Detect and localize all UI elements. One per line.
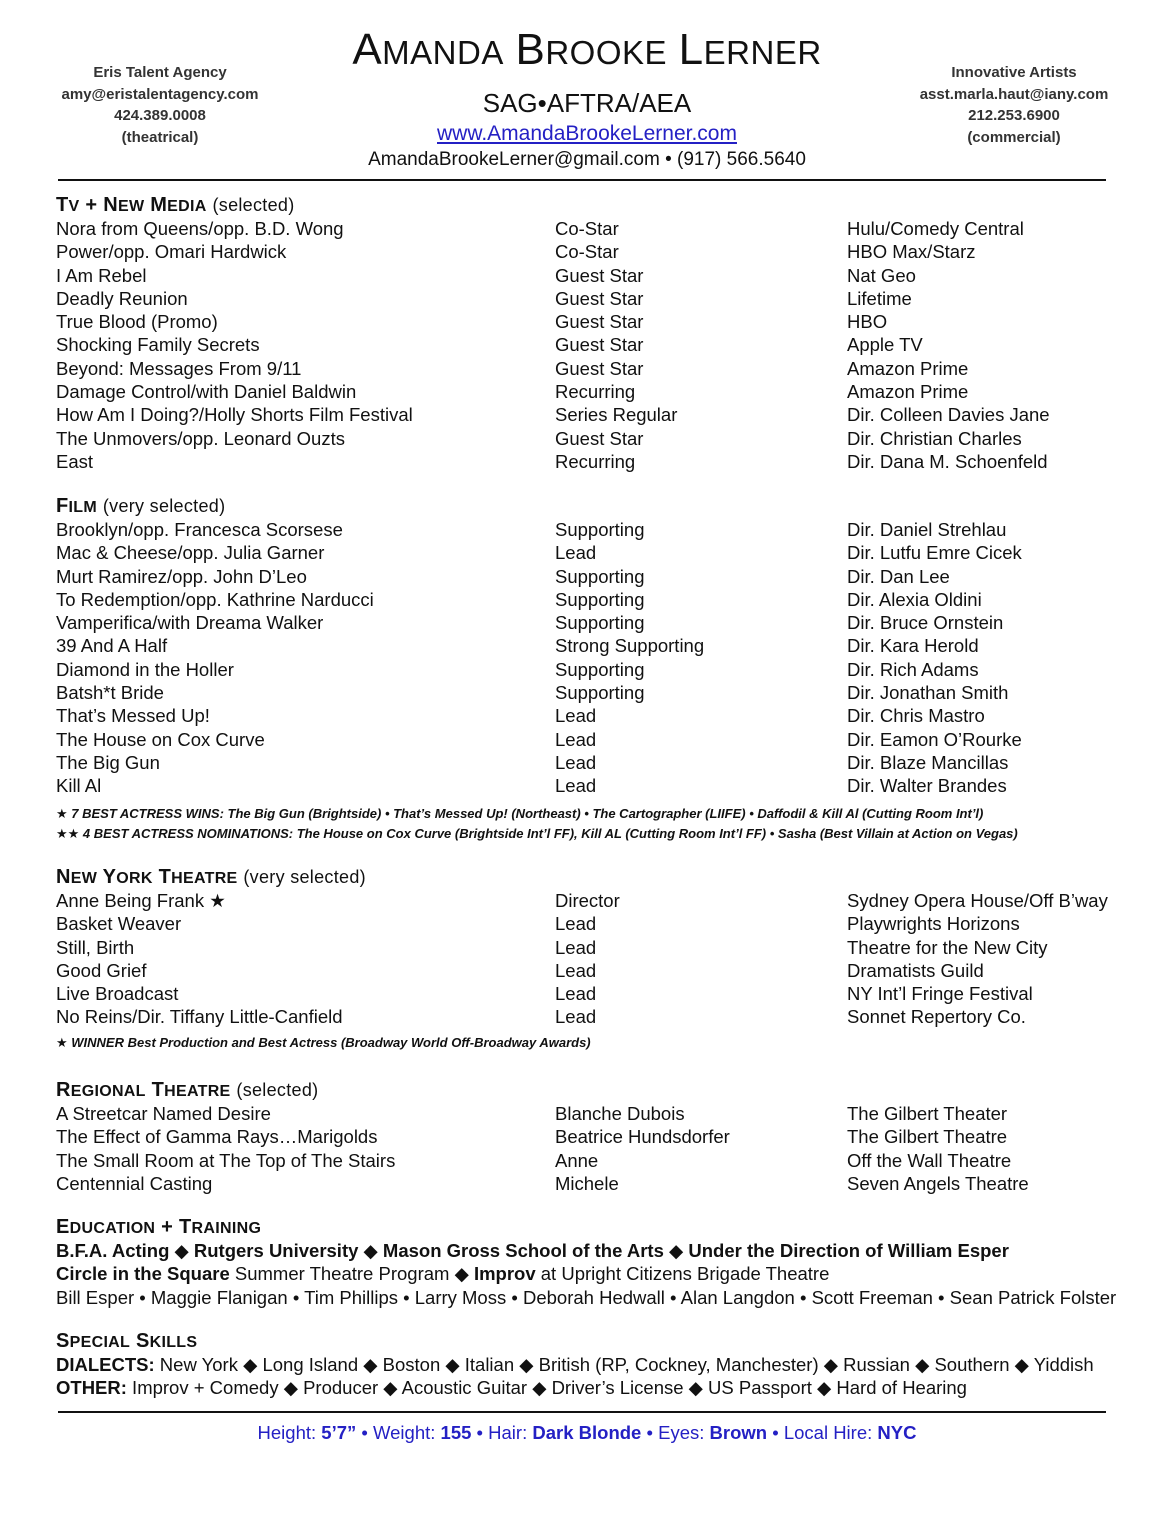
section-title: NEW YORK THEATRE (very selected) bbox=[56, 866, 366, 888]
credit-row bbox=[56, 541, 1136, 564]
other-skills-line: OTHER: Improv + Comedy ◆ Producer ◆ Acoustic Guitar ◆ Driver’s License ◆ US Passport ◆ Hard of Hearing bbox=[56, 1377, 967, 1399]
credit-title: True Blood (Promo) bbox=[56, 311, 218, 333]
credit-venue: Amazon Prime bbox=[847, 357, 969, 379]
credit-title: Vamperifica/with Dreama Walker bbox=[56, 612, 324, 634]
credit-venue: Dir. Bruce Ornstein bbox=[847, 612, 1004, 634]
credit-title: The Big Gun bbox=[56, 751, 160, 773]
agent-type: (theatrical) bbox=[121, 128, 199, 146]
credit-row bbox=[56, 751, 1136, 774]
credit-venue: Dir. Rich Adams bbox=[847, 658, 979, 680]
credit-title: The Unmovers/opp. Leonard Ouzts bbox=[56, 427, 345, 449]
credit-title: Batsh*t Bride bbox=[56, 682, 164, 704]
credit-role: Lead bbox=[555, 705, 597, 727]
agent-email: asst.marla.haut@iany.com bbox=[919, 85, 1109, 103]
credit-venue: Dir. Alexia Oldini bbox=[847, 588, 982, 610]
credit-title: Live Broadcast bbox=[56, 983, 179, 1005]
credit-venue: Lifetime bbox=[847, 287, 912, 309]
credit-venue: Dir. Dan Lee bbox=[847, 565, 950, 587]
credit-role: Supporting bbox=[555, 658, 645, 680]
credit-venue: Dir. Daniel Strehlau bbox=[847, 519, 1007, 540]
credit-role: Recurring bbox=[555, 381, 636, 403]
credit-role: Guest Star bbox=[555, 427, 644, 449]
credit-role: Strong Supporting bbox=[555, 635, 705, 657]
credit-venue: NY Int’l Fringe Festival bbox=[847, 983, 1033, 1005]
credit-role: Lead bbox=[555, 751, 597, 773]
credit-title: Anne Being Frank ★ bbox=[56, 890, 226, 911]
agent-name: Innovative Artists bbox=[951, 64, 1077, 81]
credit-venue: Dir. Christian Charles bbox=[847, 427, 1022, 449]
contact-info: AmandaBrookeLerner@gmail.com • (917) 566.5640 bbox=[368, 149, 806, 170]
credits-list bbox=[56, 889, 1136, 1029]
credit-title: Beyond: Messages From 9/11 bbox=[56, 357, 302, 379]
credit-role: Blanche Dubois bbox=[555, 1103, 685, 1124]
credit-venue: Hulu/Comedy Central bbox=[847, 218, 1024, 239]
credit-title: Power/opp. Omari Hardwick bbox=[56, 241, 287, 263]
credit-venue: Dir. Eamon O’Rourke bbox=[847, 728, 1022, 750]
credit-role: Supporting bbox=[555, 588, 645, 610]
credit-venue: HBO Max/Starz bbox=[847, 241, 976, 263]
credit-title: Murt Ramirez/opp. John D’Leo bbox=[56, 565, 307, 587]
credits-list bbox=[56, 518, 1136, 798]
credit-row bbox=[56, 982, 1136, 1005]
credit-row bbox=[56, 310, 1136, 333]
credit-venue: Dir. Jonathan Smith bbox=[847, 682, 1009, 704]
credit-row bbox=[56, 1149, 1136, 1172]
credit-row bbox=[56, 518, 1136, 541]
credit-role: Lead bbox=[555, 728, 597, 750]
credit-row bbox=[56, 217, 1136, 240]
credit-title: A Streetcar Named Desire bbox=[56, 1103, 271, 1124]
credit-role: Beatrice Hundsdorfer bbox=[555, 1126, 730, 1148]
credit-row bbox=[56, 357, 1136, 380]
credit-role: Series Regular bbox=[555, 404, 678, 426]
credit-title: Basket Weaver bbox=[56, 913, 182, 935]
credit-row bbox=[56, 1005, 1136, 1028]
credit-title: Deadly Reunion bbox=[56, 287, 188, 309]
credit-venue: Dir. Dana M. Schoenfeld bbox=[847, 450, 1048, 472]
dialects-line: DIALECTS: New York ◆ Long Island ◆ Boston ◆ Italian ◆ British (RP, Cockney, Manchester) ◆ Russian ◆ Southern ◆ Yiddish bbox=[56, 1354, 1094, 1375]
credit-row bbox=[56, 704, 1136, 727]
credit-title: Good Grief bbox=[56, 959, 147, 981]
credit-row bbox=[56, 1172, 1136, 1195]
credit-role: Guest Star bbox=[555, 357, 644, 379]
credit-role: Co-Star bbox=[555, 241, 619, 263]
credit-row bbox=[56, 333, 1136, 356]
resume-header bbox=[287, 26, 887, 173]
agent-type: (commercial) bbox=[967, 128, 1061, 146]
credit-row bbox=[56, 774, 1136, 797]
credit-row bbox=[56, 658, 1136, 681]
award-note: ★★ 4 BEST ACTRESS NOMINATIONS: The House on Cox Curve (Brightside Int’l FF), Kill AL (Cutting Room Int’l FF) • Sasha (Best Villain at Action on Vegas) bbox=[56, 826, 1018, 842]
credit-title: The Small Room at The Top of The Stairs bbox=[56, 1149, 396, 1171]
credit-role: Anne bbox=[555, 1149, 599, 1171]
credit-row bbox=[56, 889, 1136, 912]
credit-row bbox=[56, 403, 1136, 426]
website-link[interactable]: www.AmandaBrookeLerner.com bbox=[437, 122, 737, 145]
credit-title: The Effect of Gamma Rays…Marigolds bbox=[56, 1126, 378, 1148]
credit-venue: Playwrights Horizons bbox=[847, 913, 1020, 935]
credit-title: Kill Al bbox=[56, 775, 102, 797]
credit-role: Lead bbox=[555, 542, 597, 564]
section-title: TV + NEW MEDIA (selected) bbox=[56, 194, 295, 216]
credit-title: 39 And A Half bbox=[56, 635, 168, 657]
credit-row bbox=[56, 427, 1136, 450]
credit-venue: Dir. Blaze Mancillas bbox=[847, 751, 1009, 773]
credit-venue: Theatre for the New City bbox=[847, 936, 1048, 958]
theatrical-agent-block bbox=[30, 62, 290, 148]
education-section bbox=[56, 1215, 1136, 1309]
credits-list bbox=[56, 217, 1136, 473]
credit-row bbox=[56, 264, 1136, 287]
credit-role: Recurring bbox=[555, 450, 636, 472]
credit-role: Supporting bbox=[555, 565, 645, 587]
section-title: FILM (very selected) bbox=[56, 495, 226, 517]
credit-row bbox=[56, 681, 1136, 704]
credit-role: Lead bbox=[555, 913, 597, 935]
credit-role: Guest Star bbox=[555, 264, 644, 286]
credit-venue: Dir. Lutfu Emre Cicek bbox=[847, 542, 1022, 564]
credit-venue: Off the Wall Theatre bbox=[847, 1149, 1012, 1171]
degree-line: B.F.A. Acting ◆ Rutgers University ◆ Mason Gross School of the Arts ◆ Under the Direction of William Esper bbox=[56, 1240, 1009, 1261]
header-divider bbox=[58, 179, 1106, 181]
award-note: ★ 7 BEST ACTRESS WINS: The Big Gun (Brightside) • That’s Messed Up! (Northeast) • The Cartographer (LIIFE) • Daffodil & Kill Al (Cutting Room Int’l) bbox=[56, 805, 984, 821]
ny-theatre-section bbox=[56, 865, 1136, 1053]
credit-title: Mac & Cheese/opp. Julia Garner bbox=[56, 542, 325, 564]
credit-title: Centennial Casting bbox=[56, 1172, 213, 1194]
teachers-line: Bill Esper • Maggie Flanigan • Tim Phillips • Larry Moss • Deborah Hedwall • Alan Langdon • Scott Freeman • Sean Patrick Folster bbox=[56, 1286, 1117, 1308]
credit-venue: Sonnet Repertory Co. bbox=[847, 1006, 1026, 1028]
credit-role: Guest Star bbox=[555, 334, 644, 356]
credit-row bbox=[56, 380, 1136, 403]
credit-title: Brooklyn/opp. Francesca Scorsese bbox=[56, 519, 343, 540]
credit-venue: Dir. Colleen Davies Jane bbox=[847, 404, 1050, 426]
section-title: REGIONAL THEATRE (selected) bbox=[56, 1079, 319, 1101]
agent-phone: 212.253.6900 bbox=[968, 107, 1060, 124]
credit-role: Supporting bbox=[555, 682, 645, 704]
credit-role: Lead bbox=[555, 1006, 597, 1028]
credit-venue: The Gilbert Theatre bbox=[847, 1126, 1008, 1148]
credit-title: Shocking Family Secrets bbox=[56, 334, 260, 356]
credit-role: Co-Star bbox=[555, 218, 619, 239]
footer-divider bbox=[58, 1411, 1106, 1413]
credit-venue: Sydney Opera House/Off B’way bbox=[847, 890, 1108, 911]
tv-section bbox=[56, 193, 1136, 473]
agent-phone: 424.389.0008 bbox=[114, 107, 206, 124]
credit-venue: Dir. Kara Herold bbox=[847, 635, 979, 657]
credit-role: Supporting bbox=[555, 612, 645, 634]
credit-title: Damage Control/with Daniel Baldwin bbox=[56, 381, 357, 403]
section-title: EDUCATION + TRAINING bbox=[56, 1216, 262, 1238]
credit-row bbox=[56, 450, 1136, 473]
agent-email: amy@eristalentagency.com bbox=[61, 85, 259, 103]
credit-venue: Nat Geo bbox=[847, 264, 916, 286]
credit-title: To Redemption/opp. Kathrine Narducci bbox=[56, 588, 374, 610]
credit-row bbox=[56, 287, 1136, 310]
actor-name: AMANDA BROOKE LERNER bbox=[352, 25, 822, 74]
credit-title: Diamond in the Holler bbox=[56, 658, 234, 680]
credits-list bbox=[56, 1102, 1136, 1195]
credit-venue: HBO bbox=[847, 311, 888, 333]
agent-name: Eris Talent Agency bbox=[93, 64, 227, 81]
credit-row bbox=[56, 634, 1136, 657]
credit-venue: Dir. Walter Brandes bbox=[847, 775, 1007, 797]
credit-role: Lead bbox=[555, 959, 597, 981]
film-section bbox=[56, 494, 1136, 845]
credit-venue: Dramatists Guild bbox=[847, 959, 984, 981]
credit-row bbox=[56, 588, 1136, 611]
credit-title: Nora from Queens/opp. B.D. Wong bbox=[56, 218, 344, 239]
special-skills-section bbox=[56, 1329, 1136, 1400]
physical-stats: Height: 5’7” • Weight: 155 • Hair: Dark Blonde • Eyes: Brown • Local Hire: NYC bbox=[257, 1422, 917, 1443]
credit-row bbox=[56, 1125, 1136, 1148]
credit-venue: Amazon Prime bbox=[847, 381, 969, 403]
credit-role: Michele bbox=[555, 1172, 619, 1194]
training-line: Circle in the Square Summer Theatre Program ◆ Improv at Upright Citizens Brigade Theatre bbox=[56, 1263, 830, 1285]
credit-title: No Reins/Dir. Tiffany Little-Canfield bbox=[56, 1006, 343, 1028]
credit-role: Director bbox=[555, 890, 620, 911]
credit-role: Lead bbox=[555, 983, 597, 1005]
credit-title: I Am Rebel bbox=[56, 264, 147, 286]
credit-title: The House on Cox Curve bbox=[56, 728, 265, 750]
credit-venue: Apple TV bbox=[847, 334, 923, 356]
credit-row bbox=[56, 611, 1136, 634]
credit-role: Guest Star bbox=[555, 287, 644, 309]
credit-role: Supporting bbox=[555, 519, 645, 540]
credit-role: Lead bbox=[555, 775, 597, 797]
credit-row bbox=[56, 1102, 1136, 1125]
credit-venue: Seven Angels Theatre bbox=[847, 1172, 1029, 1194]
award-note: ★ WINNER Best Production and Best Actress (Broadway World Off-Broadway Awards) bbox=[56, 1034, 591, 1050]
credit-row bbox=[56, 728, 1136, 751]
regional-theatre-section bbox=[56, 1078, 1136, 1195]
credit-role: Lead bbox=[555, 936, 597, 958]
credit-venue: The Gilbert Theater bbox=[847, 1103, 1008, 1124]
credit-row bbox=[56, 565, 1136, 588]
credit-role: Guest Star bbox=[555, 311, 644, 333]
credit-row bbox=[56, 912, 1136, 935]
credit-row bbox=[56, 959, 1136, 982]
credit-title: How Am I Doing?/Holly Shorts Film Festival bbox=[56, 404, 413, 426]
credit-venue: Dir. Chris Mastro bbox=[847, 705, 985, 727]
commercial-agent-block bbox=[884, 62, 1144, 148]
credit-row bbox=[56, 936, 1136, 959]
credit-title: Still, Birth bbox=[56, 936, 135, 958]
credit-row bbox=[56, 240, 1136, 263]
union-affiliations: SAG•AFTRA/AEA bbox=[482, 88, 692, 118]
credit-title: East bbox=[56, 450, 94, 472]
section-title: SPECIAL SKILLS bbox=[56, 1330, 198, 1352]
credit-title: That’s Messed Up! bbox=[56, 705, 210, 727]
